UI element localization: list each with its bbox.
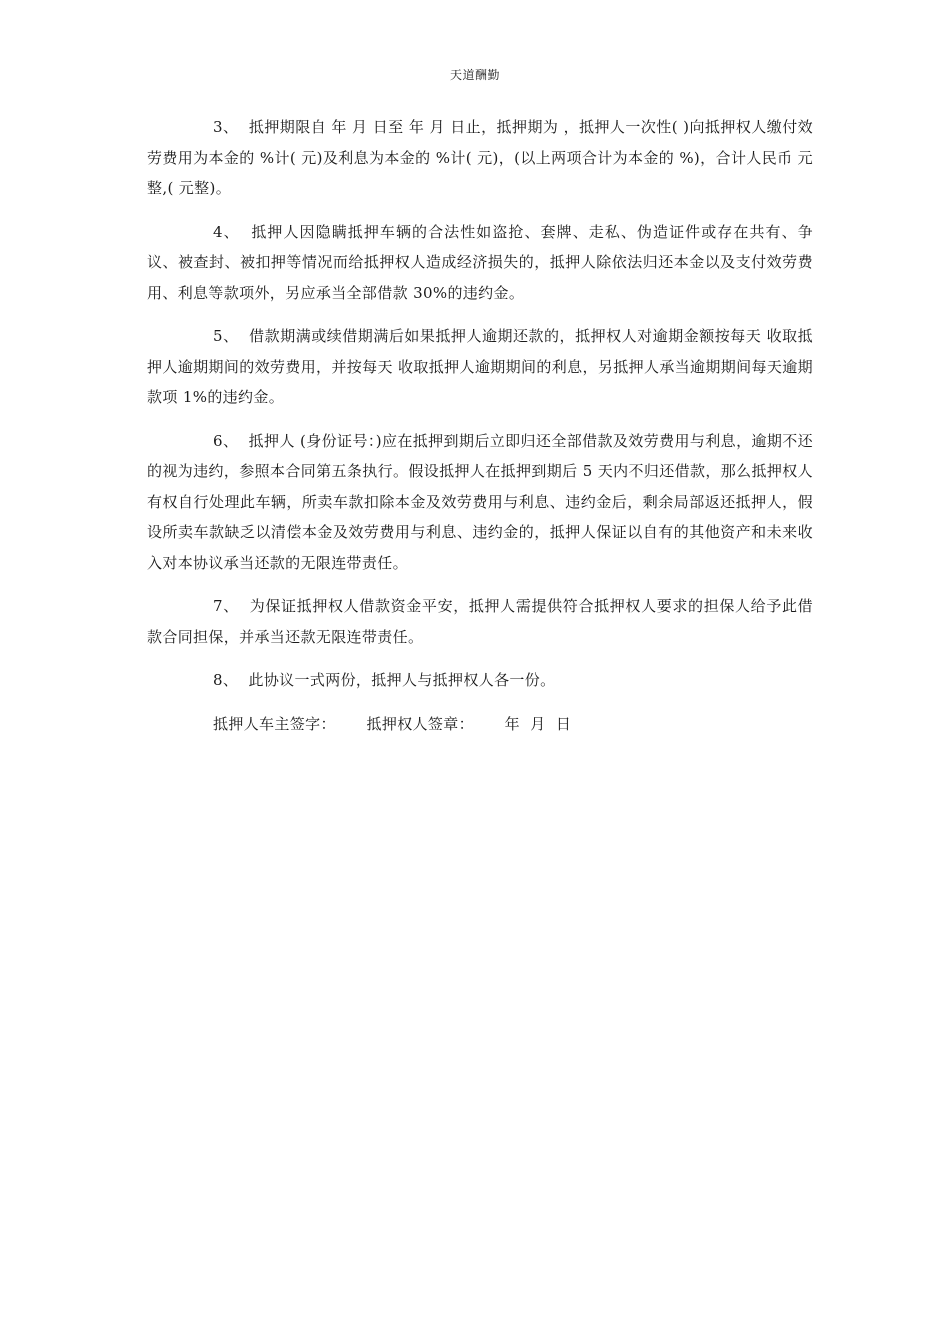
clause-7: 7、 为保证抵押权人借款资金平安，抵押人需提供符合抵押权人要求的担保人给予此借款合同担保，并承当还款无限连带责任。 (147, 597, 813, 646)
signature-line: 抵押人车主签字： 抵押权人签章： 年 月 日 (213, 714, 572, 733)
clause-3: 3、 抵押期限自 年 月 日至 年 月 日止，抵押期为 ，抵押人一次性( )向抵押权人缴付效劳费用为本金的 %计( 元)及利息为本金的 %计( 元)，(以上两项合计为本金的 %)，合计人民币 元整,( 元整)。 (147, 118, 813, 197)
clause-8: 8、 此协议一式两份，抵押人与抵押权人各一份。 (213, 671, 556, 689)
contract-body (147, 112, 819, 739)
page-header: 天道酬勤 (449, 68, 500, 82)
clause-5: 5、 借款期满或续借期满后如果抵押人逾期还款的，抵押权人对逾期金额按每天 收取抵押人逾期期间的效劳费用，并按每天 收取抵押人逾期期间的利息，另抵押人承当逾期期间每天逾期款项 1%的违约金。 (147, 327, 813, 406)
clause-6: 6、 抵押人 (身份证号：)应在抵押到期后立即归还全部借款及效劳费用与利息，逾期不还的视为违约，参照本合同第五条执行。假设抵押人在抵押到期后 5 天内不归还借款，那么抵押权人 有权自行处理此车辆，所卖车款扣除本金及效劳费用与利息、违约金后，剩余局部返还抵押人，假设所卖车款缺乏以清偿本金及效劳费用与利息、违约金的，抵押人保证以自有的其他资产和未来收入对本协议承当还款的无限连带责任。 (147, 431, 819, 572)
clause-4: 4、 抵押人因隐瞒抵押车辆的合法性如盗抢、套牌、走私、伪造证件或存在共有、争议、被查封、被扣押等情况而给抵押权人造成经济损失的，抵押人除依法归还本金以及支付效劳费用、利息等款项外，另应承当全部借款 30%的违约金。 (147, 222, 813, 302)
